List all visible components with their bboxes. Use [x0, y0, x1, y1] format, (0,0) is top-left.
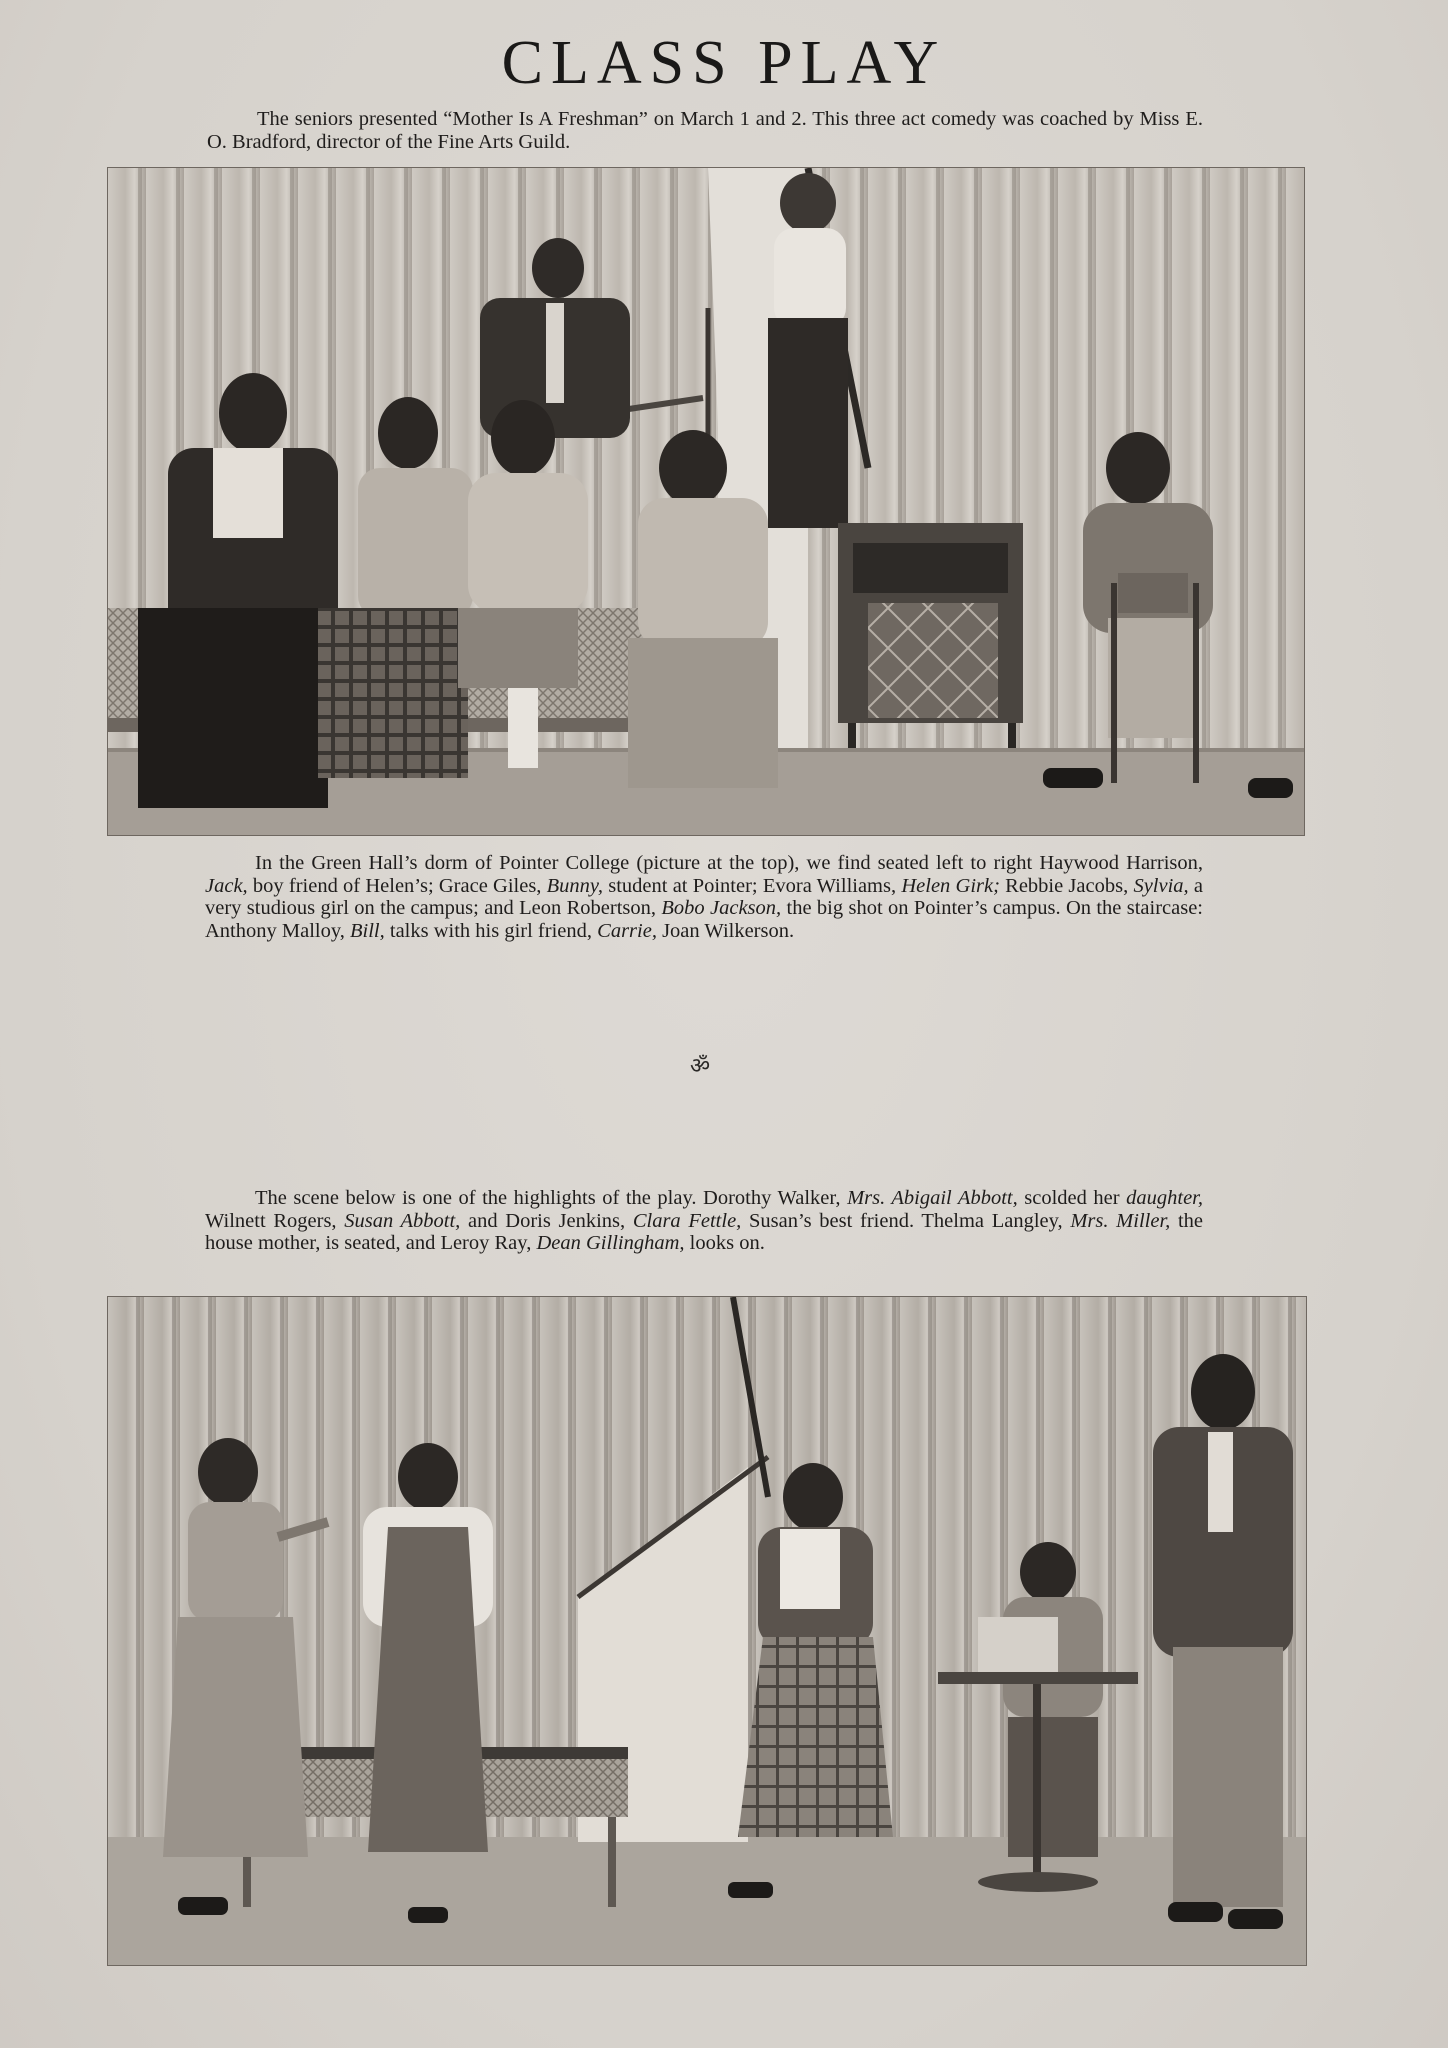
caption-text: and Doris Jenkins, — [460, 1209, 633, 1232]
caption-text: Joan Wilkerson. — [656, 919, 795, 942]
photo-dorm-scene — [107, 167, 1305, 836]
caption-text: the big shot on Pointer’s campus. On the staircase: Anthony Malloy, — [205, 897, 1204, 942]
caption-text: Rebbie Jacobs, — [999, 874, 1134, 897]
scolding-scene-photo-illustration — [108, 1297, 1306, 1965]
ornament-glyph: ॐ — [690, 1053, 711, 1078]
character-name: Bunny, — [546, 874, 604, 897]
caption-text: a very studious girl on the campus; and Leon Robertson, — [205, 874, 1203, 919]
character-name: Mrs. Miller, — [1070, 1209, 1171, 1232]
top-photo-caption — [205, 852, 1203, 942]
intro-text: The seniors presented “Mother Is A Freshman” on March 1 and 2. This three act comedy was coached by Miss E. O. Bradford, director of the Fine Arts Guild. — [207, 108, 1203, 153]
character-name: Clara Fettle, — [632, 1209, 742, 1232]
character-name: Carrie, — [597, 919, 657, 942]
character-name: Susan Abbott, — [344, 1209, 461, 1232]
caption-text: the house mother, is seated, and Leroy Ray, — [205, 1209, 1204, 1254]
character-name: daughter, — [1126, 1187, 1204, 1209]
character-name: Helen Girk; — [901, 874, 1000, 897]
character-name: Dean Gillingham, — [536, 1232, 685, 1254]
page-title: CLASS PLAY — [501, 29, 947, 97]
caption-text: Wilnett Rogers, — [205, 1209, 345, 1232]
dorm-scene-photo-illustration — [108, 168, 1304, 835]
caption-text: talks with his girl friend, — [384, 919, 598, 942]
character-name: Bobo Jackson, — [661, 897, 782, 919]
caption-text: The scene below is one of the highlights of the play. Dorothy Walker, — [255, 1187, 848, 1209]
caption-text: boy friend of Helen’s; Grace Giles, — [247, 874, 547, 897]
character-name: Sylvia, — [1133, 874, 1189, 897]
character-name: Mrs. Abigail Abbott, — [847, 1187, 1018, 1209]
caption-text: looks on. — [684, 1232, 765, 1254]
bottom-photo-caption — [205, 1187, 1203, 1255]
caption-text: scolded her — [1017, 1187, 1127, 1209]
photo-scolding-scene — [107, 1296, 1307, 1966]
caption-text: Susan’s best friend. Thelma Langley, — [741, 1209, 1071, 1232]
caption-text: student at Pointer; Evora Williams, — [603, 874, 902, 897]
character-name: Bill, — [350, 919, 385, 942]
caption-text: In the Green Hall’s dorm of Pointer College (picture at the top), we find seated left to right Haywood Harrison, — [255, 852, 1203, 874]
intro-paragraph — [207, 108, 1203, 153]
character-name: Jack, — [205, 874, 248, 897]
